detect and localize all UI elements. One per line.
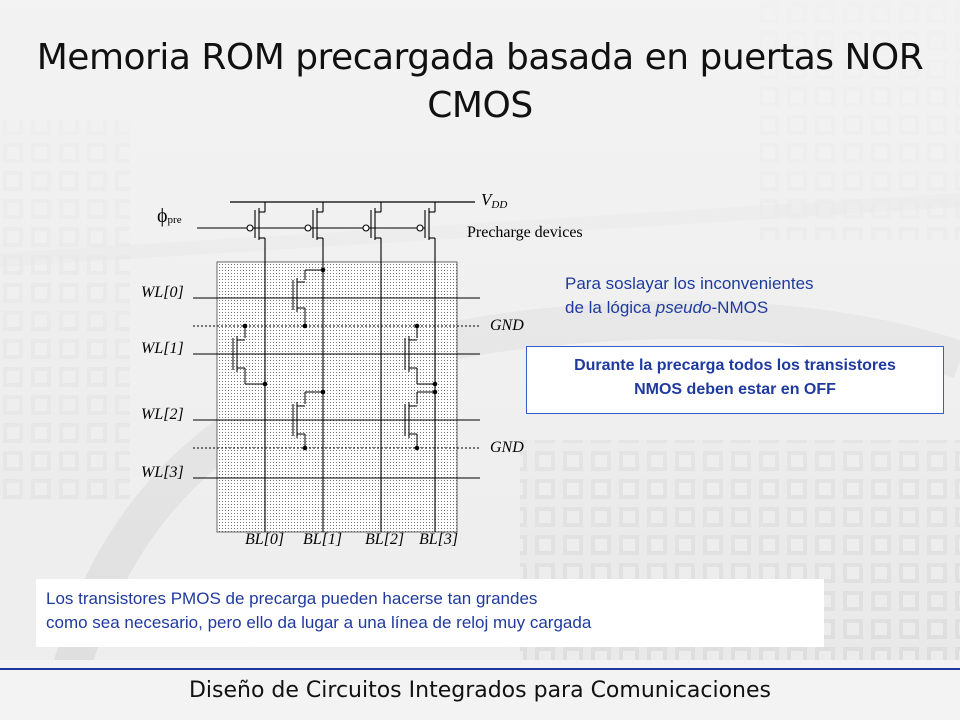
gnd-label-0: GND — [490, 317, 524, 334]
gnd-label-1: GND — [490, 439, 524, 456]
array-region — [217, 262, 457, 532]
nmos-off-callout — [526, 346, 944, 414]
pmos-precharge-note — [36, 579, 824, 647]
bit-line-label-0: BL[0] — [245, 531, 285, 548]
precharge-devices-label: Precharge devices — [467, 224, 583, 241]
precharge-pmos-3 — [417, 202, 435, 264]
precharge-pmos-1 — [305, 202, 323, 264]
footer-text: Diseño de Circuitos Integrados para Comunicaciones — [188, 678, 772, 703]
word-line-label-0: WL[0] — [141, 284, 184, 301]
footer-divider — [0, 668, 960, 670]
nmos-off-line2: NMOS deben estar en OFF — [634, 381, 836, 398]
nor-rom-schematic — [135, 180, 583, 550]
word-line-label-2: WL[2] — [141, 406, 184, 423]
precharge-pmos-2 — [363, 202, 381, 264]
phi-pre-label: ϕpre — [157, 205, 182, 227]
bit-line-label-2: BL[2] — [365, 531, 405, 548]
word-line-label-3: WL[3] — [141, 464, 184, 481]
pseudo-note-line1: Para soslayar los inconvenientes — [565, 274, 814, 293]
bit-line-label-3: BL[3] — [419, 531, 459, 548]
page-title: Memoria ROM precargada basada en puertas NOR CMOS — [36, 37, 924, 126]
bit-line-label-1: BL[1] — [303, 531, 343, 548]
precharge-pmos-0 — [247, 202, 265, 264]
word-line-label-1: WL[1] — [141, 340, 184, 357]
pseudo-note-line2: de la lógica pseudo-NMOS — [565, 298, 769, 317]
nmos-off-line1: Durante la precarga todos los transistores — [574, 357, 896, 374]
pmos-note-line1: Los transistores PMOS de precarga pueden hacerse tan grandes — [46, 589, 538, 608]
vdd-label: VDD — [481, 190, 508, 211]
pmos-note-line2: como sea necesario, pero ello da lugar a una línea de reloj muy cargada — [46, 613, 592, 632]
pseudo-nmos-note — [565, 272, 945, 320]
